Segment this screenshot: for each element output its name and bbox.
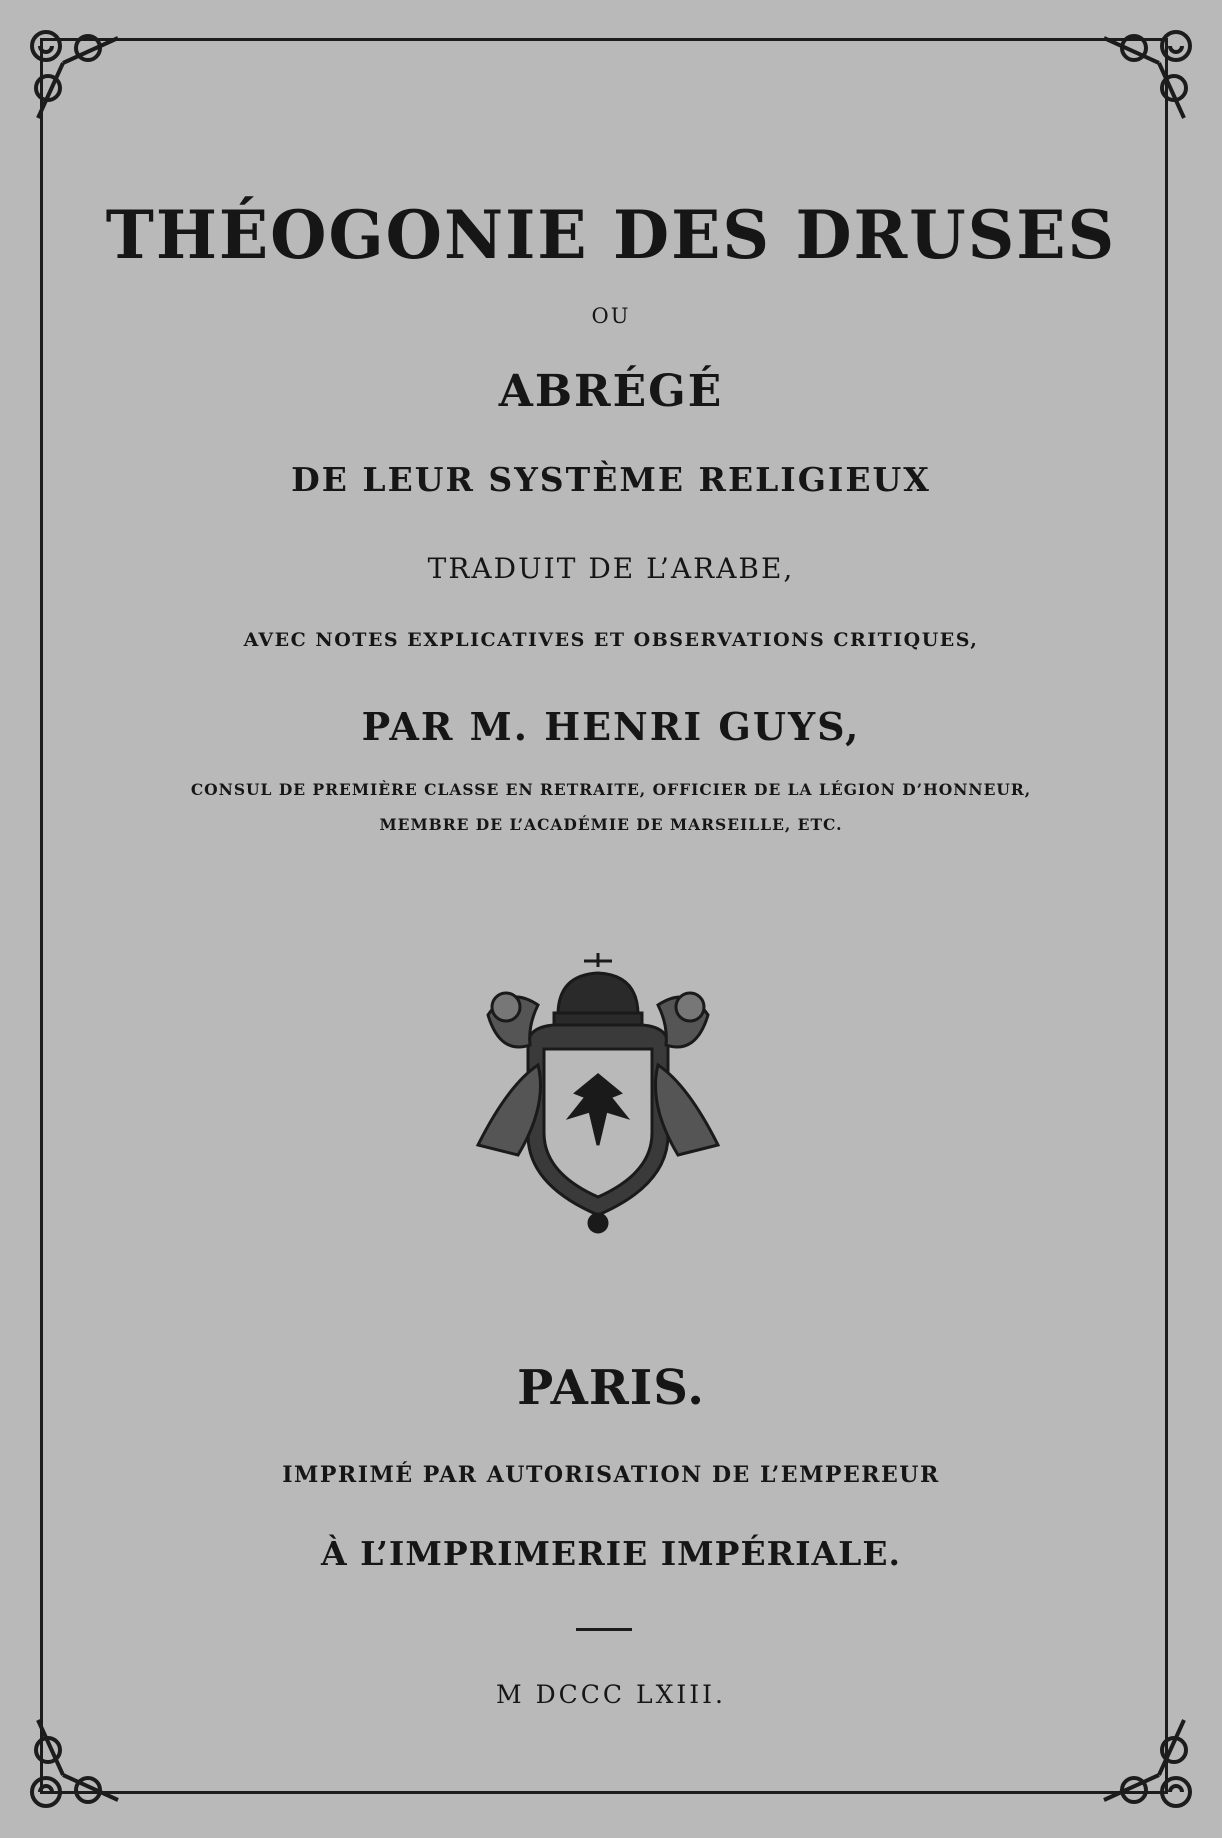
imperial-coat-of-arms-icon: [458, 945, 738, 1235]
corner-ornament-top-left-icon: [18, 18, 128, 128]
notes-line: AVEC NOTES EXPLICATIVES ET OBSERVATIONS CRITIQUES,: [243, 629, 979, 651]
corner-ornament-bottom-right-icon: [1094, 1710, 1204, 1820]
author-credentials-2: MEMBRE DE L’ACADÉMIE DE MARSEILLE, ETC.: [379, 815, 843, 834]
author-name: PAR M. HENRI GUYS,: [361, 704, 861, 749]
translation-note: TRADUIT DE L’ARABE,: [427, 552, 795, 585]
author-credentials-1: CONSUL DE PREMIÈRE CLASSE EN RETRAITE, OFFICIER DE LA LÉGION D’HONNEUR,: [190, 780, 1032, 799]
page-border: [40, 38, 1168, 1794]
imprint-line-2: À L’IMPRIMERIE IMPÉRIALE.: [321, 1534, 901, 1573]
publication-place: PARIS.: [517, 1360, 705, 1416]
book-subtitle: ABRÉGÉ: [498, 366, 724, 417]
book-title: THÉOGONIE DES DRUSES: [105, 196, 1117, 274]
divider-rule: [576, 1628, 632, 1631]
corner-ornament-bottom-left-icon: [18, 1710, 128, 1820]
publication-date: M DCCC LXIII.: [496, 1680, 726, 1709]
book-subtitle-line-2: DE LEUR SYSTÈME RELIGIEUX: [291, 460, 931, 499]
title-conjunction: OU: [591, 304, 631, 328]
imprint-line-1: IMPRIMÉ PAR AUTORISATION DE L’EMPEREUR: [282, 1462, 940, 1488]
corner-ornament-top-right-icon: [1094, 18, 1204, 128]
